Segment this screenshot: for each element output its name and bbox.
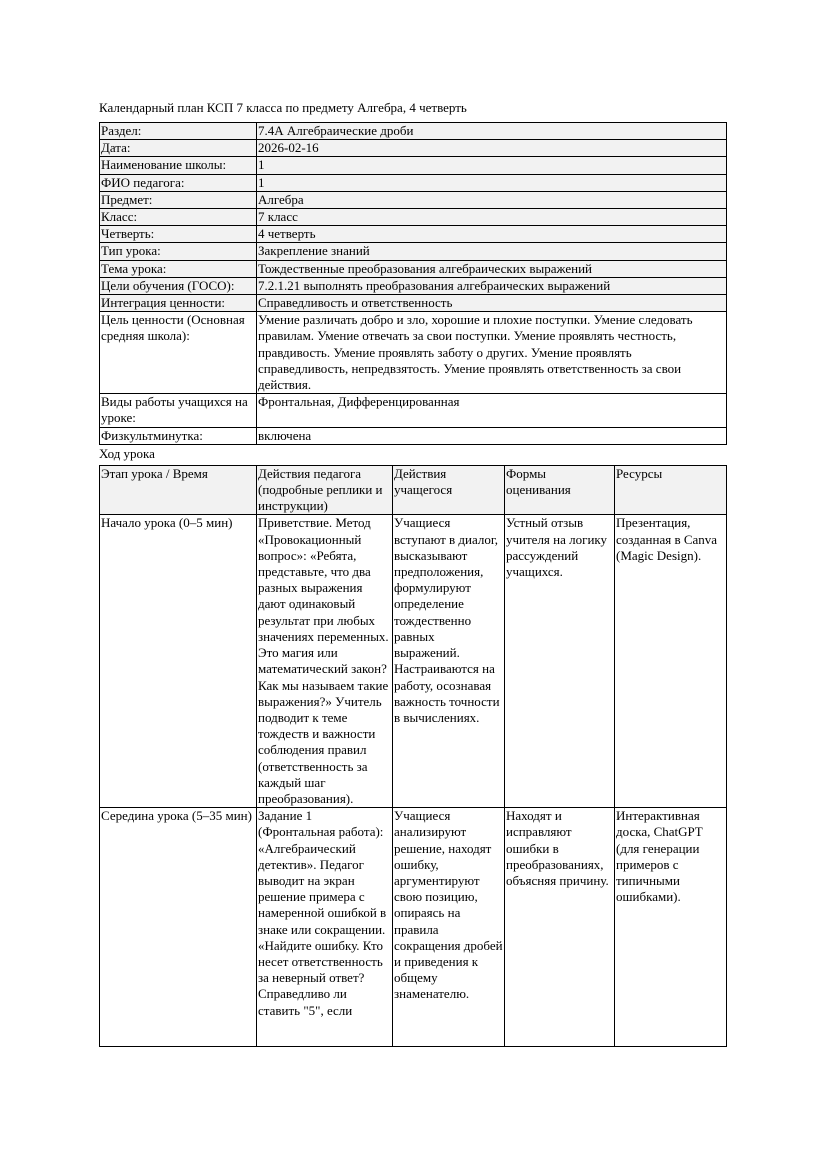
column-header-student-actions: Действия учащегося	[393, 465, 505, 515]
column-header-assessment: Формы оценивания	[505, 465, 615, 515]
info-value: 7.2.1.21 выполнять преобразования алгебраических выражений	[257, 277, 727, 294]
info-label: Предмет:	[100, 191, 257, 208]
stage-cell: Начало урока (0–5 мин)	[100, 515, 257, 808]
stage-cell	[100, 808, 257, 1047]
info-value: 1	[257, 157, 727, 174]
column-header-teacher-actions: Действия педагога (подробные реплики и инструкции)	[257, 465, 393, 515]
info-row-subject	[100, 191, 727, 208]
resources-text: Интерактивная доска, ChatGPT (для генерации примеров с типичными ошибками).	[616, 808, 703, 905]
info-row-work-types	[100, 394, 727, 427]
info-label: Цели обучения (ГОСО):	[100, 277, 257, 294]
info-row-date	[100, 140, 727, 157]
teacher-actions-text: Задание 1 (Фронтальная работа): «Алгебраический детектив». Педагог выводит на экран решение примера с намеренной ошибкой в знаке или сокращении. «Найдите ошибку. Кто несет ответственность за неверный ответ? Справедливо ли ставить "5", если	[258, 808, 387, 1018]
plan-header-row	[100, 465, 727, 515]
assessment-cell	[505, 808, 615, 1047]
info-value: Умение различать добро и зло, хорошие и плохие поступки. Умение следовать правилам. Умение отвечать за свои поступки. Умение проявлять честность, правдивость. Умение проявлять заботу о других. Умение проявлять справедливость, непредвзятость. Умение проявлять ответственность за свои действия.	[257, 312, 727, 394]
stage-text: Середина урока (5–35 мин)	[101, 808, 252, 824]
resources-cell	[615, 808, 727, 1047]
info-row-section	[100, 123, 727, 140]
info-value: Алгебра	[257, 191, 727, 208]
resources-cell: Презентация, созданная в Canva (Magic Design).	[615, 515, 727, 808]
column-header-resources: Ресурсы	[615, 465, 727, 515]
info-row-quarter	[100, 226, 727, 243]
info-row-physical-break	[100, 427, 727, 444]
info-label: Тема урока:	[100, 260, 257, 277]
teacher-actions-cell: Приветствие. Метод «Провокационный вопрос»: «Ребята, представьте, что два разных выражения дают одинаковый результат при любых значениях переменных. Это магия или математический закон? Как мы называем такие выражения?» Учитель подводит к теме тождеств и важности соблюдения правил (ответственность за каждый шаг преобразования).	[257, 515, 393, 808]
student-actions-cell: Учащиеся вступают в диалог, высказывают предположения, формулируют определение тождественно равных выражений. Настраиваются на работу, осознавая важность точности в вычислениях.	[393, 515, 505, 808]
info-label: Раздел:	[100, 123, 257, 140]
student-actions-text: Учащиеся анализируют решение, находят ошибку, аргументируют свою позицию, опираясь на правила сокращения дробей и приведения к общему знаменателю.	[394, 808, 503, 1002]
table-row	[100, 808, 727, 1047]
info-row-topic	[100, 260, 727, 277]
document-title: Календарный план КСП 7 класса по предмету Алгебра, 4 четверть	[99, 100, 467, 115]
assessment-cell: Устный отзыв учителя на логику рассуждений учащихся.	[505, 515, 615, 808]
info-label: Физкультминутка:	[100, 427, 257, 444]
assessment-text: Находят и исправляют ошибки в преобразованиях, объясняя причину.	[506, 808, 609, 888]
info-value: включена	[257, 427, 727, 444]
info-row-teacher	[100, 174, 727, 191]
info-value: 7.4А Алгебраические дроби	[257, 123, 727, 140]
teacher-actions-cell	[257, 808, 393, 1047]
info-row-objectives	[100, 277, 727, 294]
info-row-grade	[100, 209, 727, 226]
lesson-info-table	[99, 122, 727, 445]
info-label: Дата:	[100, 140, 257, 157]
table-row	[100, 515, 727, 808]
info-row-school	[100, 157, 727, 174]
lesson-flow-heading: Ход урока	[99, 445, 155, 461]
info-value: 1	[257, 174, 727, 191]
info-label: ФИО педагога:	[100, 174, 257, 191]
info-value: 2026-02-16	[257, 140, 727, 157]
info-row-values-integration	[100, 295, 727, 312]
info-label: Четверть:	[100, 226, 257, 243]
info-label: Класс:	[100, 209, 257, 226]
info-label: Наименование школы:	[100, 157, 257, 174]
info-value: 4 четверть	[257, 226, 727, 243]
info-value: 7 класс	[257, 209, 727, 226]
info-value: Справедливость и ответственность	[257, 295, 727, 312]
column-header-stage: Этап урока / Время	[100, 465, 257, 515]
info-label: Интеграция ценности:	[100, 295, 257, 312]
document-page	[99, 99, 727, 1047]
info-value: Фронтальная, Дифференцированная	[257, 394, 727, 427]
info-value: Закрепление знаний	[257, 243, 727, 260]
info-value: Тождественные преобразования алгебраических выражений	[257, 260, 727, 277]
info-label: Тип урока:	[100, 243, 257, 260]
info-row-lesson-type	[100, 243, 727, 260]
info-label: Виды работы учащихся на уроке:	[100, 394, 257, 427]
lesson-plan-table	[99, 465, 727, 1047]
info-row-values-goal	[100, 312, 727, 394]
student-actions-cell	[393, 808, 505, 1047]
info-label: Цель ценности (Основная средняя школа):	[100, 312, 257, 394]
